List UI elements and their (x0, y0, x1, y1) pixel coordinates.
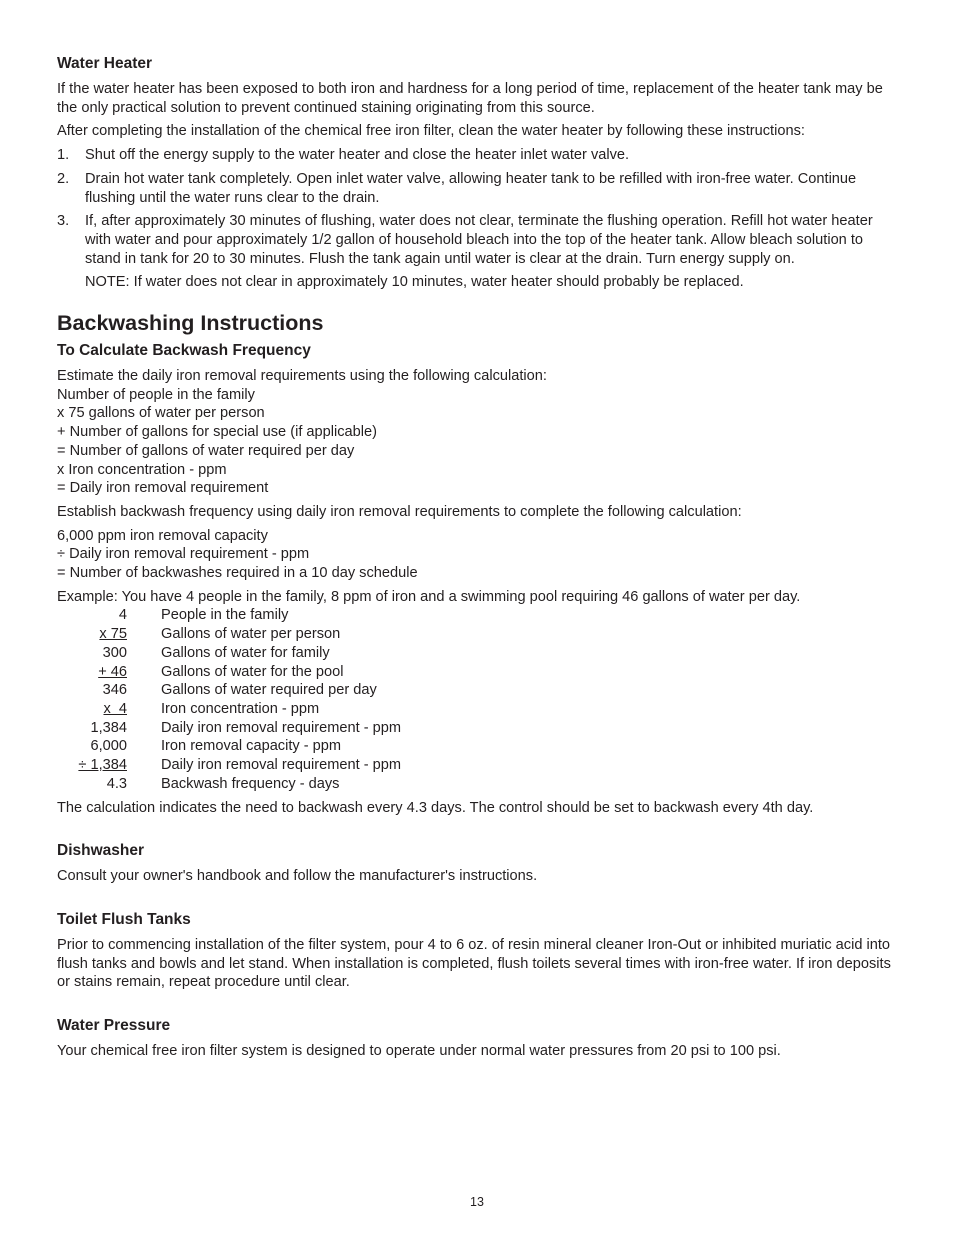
example-calculation-table (57, 606, 902, 793)
water-heater-paragraph-1: If the water heater has been exposed to both iron and hardness for a long period of time, replacement of the heater tank may be the only practical solution to prevent continued staining originating from this source. (57, 81, 883, 116)
calc-line: = Number of gallons of water required per day (57, 442, 355, 459)
step-number: 1. (57, 147, 70, 164)
conclusion-paragraph: The calculation indicates the need to backwash every 4.3 days. The control should be set to backwash every 4th day. (57, 799, 814, 816)
table-row (57, 681, 902, 700)
toilet-flush-tanks-text: Prior to commencing installation of the filter system, pour 4 to 6 oz. of resin mineral cleaner Iron-Out or inhibited muriatic acid into flush tanks and bowls and let stand. When installation is completed, flush toilets several times with iron-free water. If iron deposits or stains remain, repeat procedure until clear. (57, 936, 891, 991)
backwash-frequency-heading: To Calculate Backwash Frequency (57, 342, 311, 360)
table-row (57, 625, 902, 644)
list-item (57, 146, 902, 165)
toilet-flush-tanks-heading: Toilet Flush Tanks (57, 910, 191, 928)
step-text: Shut off the energy supply to the water heater and close the heater inlet water valve. (85, 147, 630, 164)
table-row (57, 775, 902, 794)
step-text: Drain hot water tank completely. Open inlet water valve, allowing heater tank to be refilled with iron-free water. Continue flushing until the water runs clear to the drain. (85, 170, 857, 206)
calc-value: ÷ 1,384 (78, 757, 127, 774)
step-text: If, after approximately 30 minutes of flushing, water does not clear, terminate the flushing operation. Refill hot water heater with water and pour approximately 1/2 gallon of household bleach into the top of the heater tank. Allow bleach solution to stand in tank for 20 to 30 minutes. Flush the tank again until water is clear at the drain. Turn energy supply on. (85, 213, 873, 267)
list-item (57, 212, 902, 268)
calc-description: Backwash frequency - days (161, 775, 340, 792)
dishwasher-text: Consult your owner's handbook and follow the manufacturer's instructions. (57, 868, 538, 885)
calc-value: 300 (102, 644, 127, 661)
dishwasher-heading: Dishwasher (57, 842, 145, 860)
calc-value: x 4 (103, 700, 127, 717)
calc-description: Daily iron removal requirement - ppm (161, 757, 402, 774)
calc-description: Gallons of water required per day (161, 682, 377, 699)
establish-paragraph: Establish backwash frequency using daily iron removal requirements to complete the following calculation: (57, 503, 742, 520)
calc-line: x 75 gallons of water per person (57, 405, 265, 422)
calc-description: People in the family (161, 607, 289, 624)
table-row (57, 606, 902, 625)
table-row (57, 756, 902, 775)
page-number: 13 (470, 1195, 484, 1209)
calc-line: Estimate the daily iron removal requirements using the following calculation: (57, 368, 547, 385)
calc-value: 4.3 (106, 775, 127, 792)
water-heater-heading: Water Heater (57, 55, 153, 72)
table-row (57, 663, 902, 682)
calc-value: 346 (102, 682, 127, 699)
calc-line: Number of people in the family (57, 386, 255, 403)
calc-description: Iron removal capacity - ppm (161, 738, 342, 755)
calc-line: + Number of gallons for special use (if applicable) (57, 424, 378, 441)
water-pressure-text: Your chemical free iron filter system is designed to operate under normal water pressures from 20 psi to 100 psi. (57, 1043, 781, 1060)
table-row (57, 719, 902, 738)
calc-value: 6,000 (90, 738, 127, 755)
calc-line: = Daily iron removal requirement (57, 480, 269, 497)
calc-description: Gallons of water for family (161, 644, 330, 661)
calc-line: 6,000 ppm iron removal capacity (57, 527, 268, 544)
calc-line: ÷ Daily iron removal requirement - ppm (57, 546, 310, 563)
calc-line: x Iron concentration - ppm (57, 461, 227, 478)
calc-value: + 46 (98, 663, 127, 680)
list-item (57, 170, 902, 207)
calc-line: = Number of backwashes required in a 10 day schedule (57, 565, 418, 582)
document-page (57, 54, 902, 1066)
water-pressure-heading: Water Pressure (57, 1017, 171, 1035)
table-row (57, 737, 902, 756)
table-row (57, 644, 902, 663)
calc-value: 4 (118, 607, 127, 624)
calc-description: Gallons of water for the pool (161, 663, 344, 680)
calc-value: 1,384 (90, 719, 127, 736)
calc-description: Gallons of water per person (161, 626, 341, 643)
water-heater-paragraph-2: After completing the installation of the chemical free iron filter, clean the water heater by following these instructions: (57, 123, 805, 140)
water-heater-note: NOTE: If water does not clear in approximately 10 minutes, water heater should probably be replaced. (85, 274, 744, 291)
example-paragraph: Example: You have 4 people in the family, 8 ppm of iron and a swimming pool requiring 46 gallons of water per day. (57, 588, 801, 605)
table-row (57, 700, 902, 719)
step-number: 2. (57, 170, 70, 187)
calc-value: x 75 (99, 626, 127, 643)
backwashing-heading: Backwashing Instructions (57, 311, 324, 336)
step-number: 3. (57, 213, 70, 230)
frequency-calculation (57, 527, 902, 583)
calc-description: Iron concentration - ppm (161, 700, 320, 717)
calc-description: Daily iron removal requirement - ppm (161, 719, 402, 736)
iron-removal-calculation (57, 367, 902, 498)
water-heater-steps (57, 146, 902, 268)
